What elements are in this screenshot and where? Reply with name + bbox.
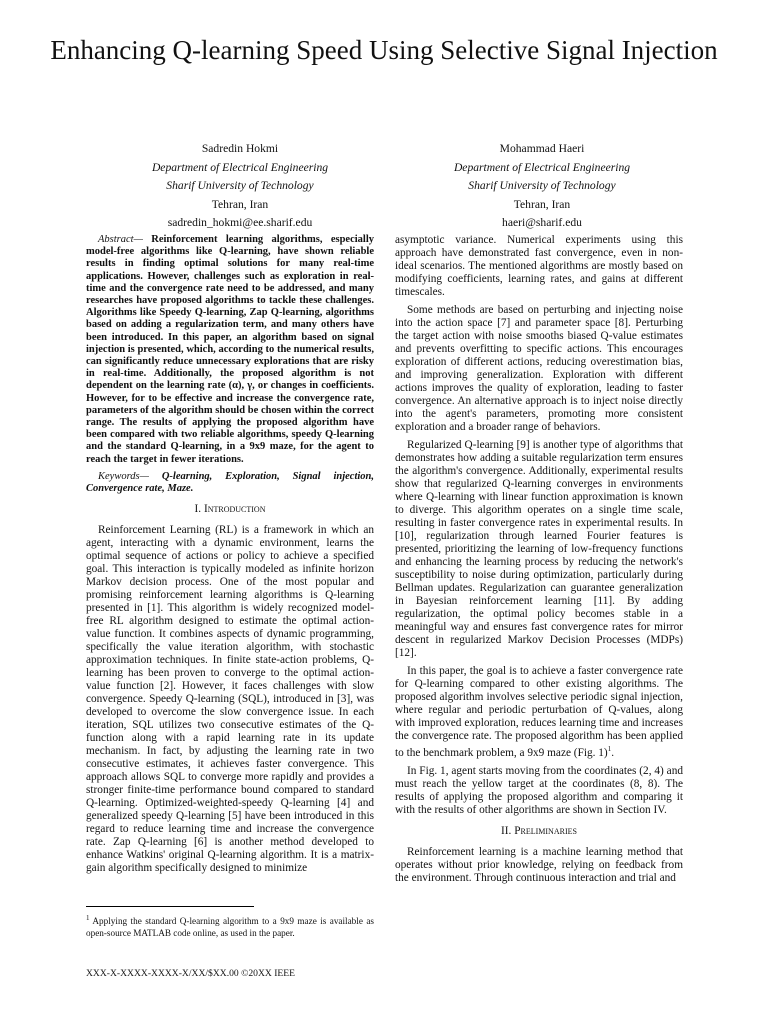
paragraph: Some methods are based on perturbing and injecting noise into the action space [7] and parameter space [8]. Perturbing the target action with noise smooths biased Q-value estimates and prevents overfitting to specific actions. This encourages exploration of different actions, reducing overestimation bias, and improving generalization. Exploration with different actions improves the quality of exploration, leading to faster convergence. An alternative approach is to inject noise directly into the agent's parameters, promoting more consistent exploration and a broader range of behaviors.	[395, 304, 683, 433]
author-department: Department of Electrical Engineering	[453, 160, 631, 174]
footnote-text: Applying the standard Q-learning algorithm to a 9x9 maze is available as open-source MATLAB code online, as used in the paper.	[86, 916, 374, 939]
section-heading-introduction	[86, 503, 374, 516]
abstract-text: Reinforcement learning algorithms, especially model-free algorithms like Q-learning, have shown reliable results in finding optimal solutions for many real-time applications. However, challenges such as exploration in real-time and the convergence rate need to be addressed, and many researches have proposed algorithms to tackle these challenges. Algorithms like Speedy Q-learning, Zap Q-learning, algorithms based on adding a regularization term, and many others have been introduced. In this paper, an algorithm based on signal injection is presented, which, according to the numerical results, can significantly reduce unnecessary explorations that are risky in real-time. Additionally, the proposed algorithm is not dependent on the learning rate (α), γ, or changes in coefficients. However, for to be effective and increase the convergence rate, parameters of the algorithm should be chosen within the correct range. The results of applying the proposed algorithm have been compared with two reliable algorithms, speedy Q-learning and the standard Q-learning, in a 9x9 maze, for the agent to reach the target in fewer iterations.	[86, 234, 374, 465]
right-column	[395, 234, 683, 890]
author-email: haeri@sharif.edu	[502, 216, 582, 229]
footnote-reference: 1	[607, 745, 612, 753]
paragraph: Reinforcement Learning (RL) is a framework in which an agent, interacting with a dynamic environment, learns the optimal sequence of actions or policy to achieve a specified goal. This interaction is typically modeled as infinite horizon Markov decision process. One of the most popular and promising reinforcement learning algorithms is Q-learning presented in [1]. This algorithm is widely recognized model-free RL algorithm designed to estimate the optimal action-value function. It combines aspects of dynamic programming, specifically the value iteration algorithm, with stochastic approximation techniques. In finite state-action problems, Q-learning has been proven to converge to the optimal action-value function [2]. However, it faces challenges with slow convergence. Speedy Q-learning (SQL), introduced in [3], was developed to overcome the slow convergence issue. In each iteration, SQL utilizes two consecutive estimates of the Q-function along with a rapid learning rate in its update mechanism. In fact, by adjusting the learning rate in two consecutive estimates, it achieves faster convergence. This approach allows SQL to converge more rapidly and provides a stronger finite-time performance bound compared to standard Q-learning. Optimized-weighted-speedy Q-learning [4] and generalized speedy Q-learning [5] have been introduced in this regard to reduce learning time and increase the convergence rate. Zap Q-learning [6] is another method developed to enhance Watkins' original Q-learning algorithm. It is a matrix-gain algorithm specifically designed to minimize	[86, 524, 374, 875]
footnote	[86, 912, 374, 939]
author-city: Tehran, Iran	[211, 197, 269, 211]
paragraph: In Fig. 1, agent starts moving from the coordinates (2, 4) and must reach the yellow target at the coordinates (8, 8). The results of applying the proposed algorithm and comparing it with the results of other algorithms are shown in Section IV.	[395, 764, 683, 816]
author-university: Sharif University of Technology	[468, 179, 616, 192]
keywords-label: Keywords—	[98, 470, 149, 482]
paragraph: asymptotic variance. Numerical experiments using this approach have demonstrated fast convergence, even in non-ideal scenarios. The mentioned algorithms are mostly based on modifying coefficients, learning rates, and gains at different timescales.	[395, 234, 683, 298]
paragraph	[395, 665, 683, 760]
author-block-2	[402, 140, 682, 233]
author-name: Mohammad Haeri	[499, 142, 585, 155]
author-university: Sharif University of Technology	[166, 179, 314, 192]
paper-title: Enhancing Q-learning Speed Using Selective Signal Injection	[50, 35, 718, 65]
abstract	[86, 234, 374, 466]
section-heading-preliminaries	[395, 825, 683, 838]
author-block-1	[100, 140, 380, 233]
section-title: Introduction	[203, 503, 266, 516]
paragraph: Regularized Q-learning [9] is another type of algorithms that demonstrates how adding a suitable regularization term ensures the algorithm's convergence. Additionally, experimental results show that regularized Q-learning converges in environments where Q-learning with linear function approximation is known to diverge. This algorithm operates on a single time scale, resulting in faster convergence rates in experimental results. In [10], regularization through learned Fourier features is presented, prioritizing the learning of low-frequency functions and enhancing the learning process by reducing the network's susceptibility to noise during optimization, particularly during Bellman updates. Regularization can guarantee generalization in Bayesian reinforcement learning [11]. By adding regularization, the optimal policy becomes stable in a meaningful way and ensures fast convergence rates for mirror descent in regularized Markov Decision Processes (MDPs) [12].	[395, 439, 683, 659]
author-email: sadredin_hokmi@ee.sharif.edu	[167, 216, 313, 229]
paragraph: Reinforcement learning is a machine learning method that operates without prior knowledge, relying on feedback from the environment. Through continuous interaction and trial and	[395, 845, 683, 884]
keywords-text: Q-learning, Exploration, Signal injection, Convergence rate, Maze.	[86, 470, 375, 495]
section-number: I.	[194, 503, 202, 516]
left-column	[86, 234, 374, 880]
author-name: Sadredin Hokmi	[201, 142, 279, 155]
footnote-rule	[86, 906, 254, 907]
abstract-label: Abstract—	[98, 234, 143, 245]
copyright-line: XXX-X-XXXX-XXXX-X/XX/$XX.00 ©20XX IEEE	[86, 968, 295, 979]
paragraph-text: In this paper, the goal is to achieve a faster convergence rate for Q-learning compared to other existing algorithms. The proposed algorithm involves selective periodic signal injection, where regular and periodic perturbation of Q-values, along with improved exploration, reduces learning time and increases the convergence rate. The proposed algorithm has been applied to the benchmark problem, a 9x9 maze (Fig. 1)	[395, 665, 683, 759]
keywords	[86, 471, 374, 495]
section-title: Preliminaries	[514, 824, 577, 837]
author-department: Department of Electrical Engineering	[151, 160, 329, 174]
footnote-mark: 1	[86, 914, 90, 922]
paragraph-tail: .	[611, 746, 615, 759]
section-number: II.	[501, 824, 512, 837]
author-city: Tehran, Iran	[513, 197, 571, 211]
